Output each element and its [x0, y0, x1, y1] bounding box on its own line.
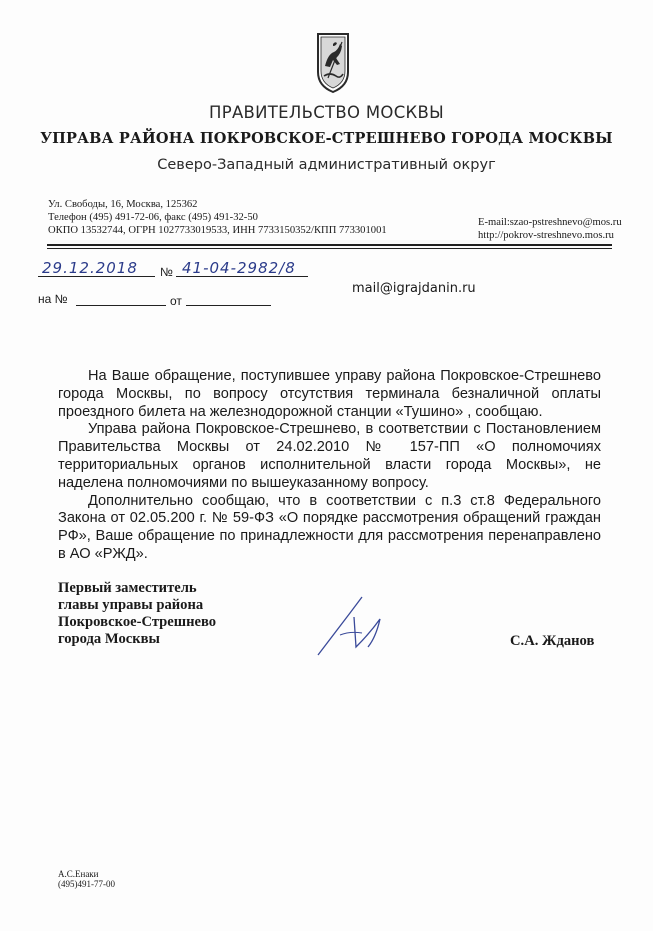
recipient-email: mail@igrajdanin.ru: [352, 281, 476, 296]
header-divider-thin: [47, 248, 612, 249]
handwritten-signature: [310, 585, 390, 665]
contacts-block: [478, 216, 622, 242]
body-paragraph: На Ваше обращение, поступившее управу района Покровское-Стрешнево города Москвы, по вопросу отсутствия терминала безналичной оплаты проездного билета на железнодорожной станции «Тушино» , сообщаю.: [58, 368, 601, 420]
executor-name: А.С.Енаки: [58, 869, 99, 879]
letter-body: [58, 368, 601, 564]
header-divider: [47, 244, 612, 246]
number-label: №: [160, 265, 173, 279]
from-label: от: [170, 294, 182, 308]
from-underline: [186, 291, 271, 306]
signatory-title-line: города Москвы: [58, 631, 160, 647]
signatory-name: С.А. Жданов: [510, 633, 595, 649]
executor-block: [58, 869, 115, 889]
moscow-coat-of-arms-icon: [316, 32, 350, 94]
body-paragraph: Дополнительно сообщаю, что в соответствии с п.3 ст.8 Федерального Закона от 02.05.200 г. № 59-ФЗ «О порядке рассмотрения обращений граждан РФ», Ваше обращение по принадлежности для рассмотрения перенаправлено в АО «РЖД».: [58, 492, 601, 562]
address-line: Ул. Свободы, 16, Москва, 125362: [48, 199, 198, 210]
registry-codes-line: ОКПО 13532744, ОГРН 1027733019533, ИНН 7733150352/КПП 773301001: [48, 225, 387, 236]
signatory-title-line: Первый заместитель: [58, 580, 197, 596]
board-heading: УПРАВА РАЙОНА ПОКРОВСКОЕ-СТРЕШНЕВО ГОРОДА МОСКВЫ: [40, 130, 613, 147]
phone-line: Телефон (495) 491-72-06, факс (495) 491-32-50: [48, 212, 258, 223]
government-heading: ПРАВИТЕЛЬСТВО МОСКВЫ: [208, 103, 445, 122]
body-paragraph: Управа района Покровское-Стрешнево, в соответствии с Постановлением Правительства Москвы от 24.02.2010 № 157-ПП «О полномочиях территориальных органов исполнительной власти города Москвы», не наделена полномочиями по вышеуказанному вопросу.: [58, 421, 601, 491]
registration-number: 41-04-2982/8: [182, 259, 296, 277]
district-heading: Северо-Западный административный округ: [157, 157, 496, 173]
registration-date: 29.12.2018: [42, 259, 138, 277]
reference-label: на №: [38, 292, 68, 306]
website-text: http://pokrov-streshnevo.mos.ru: [478, 230, 614, 241]
reference-underline: [76, 291, 166, 306]
address-block: [48, 198, 387, 237]
email-text: E-mail:szao-pstreshnevo@mos.ru: [478, 217, 622, 228]
signatory-title-line: Покровское-Стрешнево: [58, 614, 217, 630]
signatory-title-line: главы управы района: [58, 597, 204, 613]
executor-phone: (495)491-77-00: [58, 879, 115, 889]
signatory-title: [58, 580, 216, 648]
